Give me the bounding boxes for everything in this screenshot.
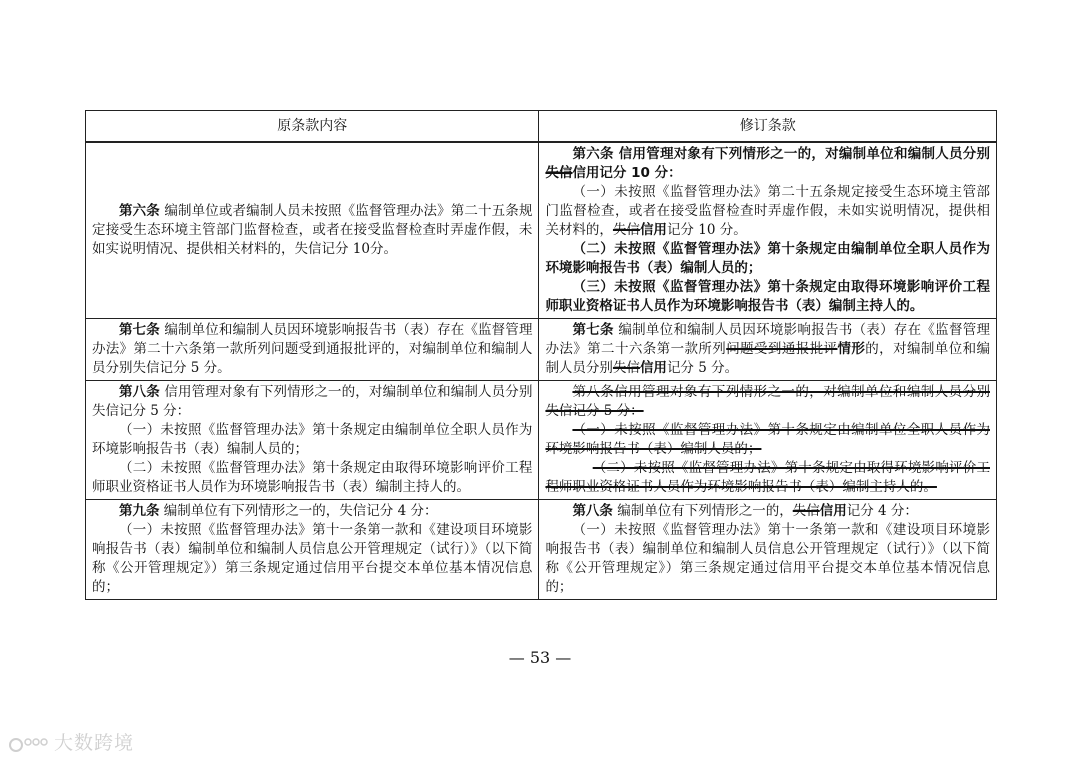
table-row: [86, 500, 997, 600]
cell-original-article-9: [86, 500, 539, 600]
table-row: [86, 319, 997, 381]
header-original-clause: 原条款内容: [86, 111, 539, 143]
original-article-8-intro: [92, 383, 532, 421]
revised-article-6-item-3: （三）未按照《监督管理办法》第十条规定由取得环境影响评价工程师职业资格证书人员作为环境影响报告书（表）编制主持人的。: [545, 279, 990, 314]
deleted-text: 失信: [792, 503, 820, 519]
revised-article-8-item-1-deleted: [545, 421, 990, 459]
article-body: 记分 4 分：: [846, 503, 918, 519]
watermark-logo-icon: [8, 734, 54, 754]
original-article-9-item-1: （一）未按照《监督管理办法》第十一条第一款和《建设项目环境影响报告书（表）编制单位和编制人员信息公开管理规定（试行）》（以下简称《公开管理规定》）第三条规定通过信用平台提交本单位基本情况信息的；: [92, 522, 533, 595]
revised-article-9-item-1: （一）未按照《监督管理办法》第十一条第一款和《建设项目环境影响报告书（表）编制单位和编制人员信息公开管理规定（试行）》（以下简称《公开管理规定》）第三条规定通过信用平台提交本单位基本情况信息的；: [545, 522, 990, 595]
cell-original-article-7: [86, 319, 539, 381]
inserted-text: 信用: [639, 222, 667, 238]
watermark: [8, 728, 134, 755]
original-article-6-text: [92, 202, 532, 259]
article-number: 第八条: [119, 384, 160, 400]
inserted-text: 信用: [639, 360, 667, 376]
article-number: 第六条: [572, 146, 614, 162]
original-article-8-item-2: （二）未按照《监督管理办法》第十条规定由取得环境影响评价工程师职业资格证书人员作为环境影响报告书（表）编制主持人的。: [92, 460, 533, 495]
header-revised-clause: 修订条款: [539, 111, 997, 143]
watermark-text: 大数跨境: [54, 732, 135, 754]
article-body: 编制单位有下列情形之一的，失信记分 4 分：: [163, 503, 438, 519]
article-body: 信用管理对象有下列情形之一的，对编制单位和编制人员分别失信记分 5 分：: [92, 384, 533, 419]
page-number: — 53 —: [508, 648, 572, 667]
table-row: [86, 381, 997, 500]
article-body: 编制单位有下列情形之一的，: [617, 503, 793, 519]
cell-revised-article-6: [539, 142, 997, 319]
original-article-7-text: [92, 321, 532, 378]
deleted-text: 问题受到通报批评: [726, 341, 838, 357]
revised-article-6-item-1: [545, 183, 990, 240]
table-row: [86, 142, 997, 319]
revised-article-7-text: [545, 321, 990, 378]
article-number: 第七条: [119, 322, 160, 338]
cell-revised-article-7: [539, 319, 997, 381]
original-article-8-item-1: （一）未按照《监督管理办法》第十条规定由编制单位全职人员作为环境影响报告书（表）编制人员的；: [92, 422, 533, 457]
revised-article-6-item-2: （二）未按照《监督管理办法》第十条规定由编制单位全职人员作为环境影响报告书（表）编制人员的；: [545, 241, 990, 276]
deleted-text: 失信: [612, 222, 640, 238]
article-number: 第九条: [119, 503, 160, 519]
revised-article-9-intro: [545, 502, 990, 521]
deleted-text: （一）未按照《监督管理办法》第十条规定由编制单位全职人员作为环境影响报告书（表）编制人员的；: [545, 422, 990, 457]
cell-original-article-8: [86, 381, 539, 500]
deleted-text: 失信: [612, 360, 640, 376]
cell-original-article-6: [86, 142, 539, 319]
item-text: 记分 10 分。: [666, 222, 747, 238]
article-number: 第八条: [572, 503, 613, 519]
original-article-9-intro: [92, 502, 532, 521]
deleted-text: 第八条信用管理对象有下列情形之一的，对编制单位和编制人员分别失信记分 5 分：: [545, 384, 990, 419]
revised-article-8-item-2-deleted: [545, 459, 990, 497]
article-body: 记分 5 分。: [666, 360, 739, 376]
article-body: 信用管理对象有下列情形之一的，对编制单位和编制人员分别: [618, 146, 991, 162]
article-body: 的，对编制单位和编制人员分别: [545, 341, 991, 376]
comparison-table: [85, 110, 997, 600]
article-body: 编制单位和编制人员因环境影响报告书（表）存在《监督管理办法》第二十六条第一款所列: [545, 322, 991, 357]
article-body: 编制单位和编制人员因环境影响报告书（表）存在《监督管理办法》第二十六条第一款所列问题受到通报批评的，对编制单位和编制人员分别失信记分 5 分。: [92, 322, 533, 376]
article-number: 第六条: [119, 203, 160, 219]
deleted-text: 失信: [545, 165, 573, 181]
cell-revised-article-8-deleted: [539, 381, 997, 500]
inserted-text: 信用: [819, 503, 847, 519]
deleted-text: （二）未按照《监督管理办法》第十条规定由取得环境影响评价工程师职业资格证书人员作为环境影响报告书（表）编制主持人的。: [545, 460, 990, 495]
article-number: 第七条: [572, 322, 614, 338]
inserted-text: 情形: [837, 341, 866, 357]
table-header-row: [86, 111, 997, 143]
item-text: （一）未按照《监督管理办法》第二十五条规定接受生态环境主管部门监督检查，或者在接受监督检查时弄虚作假，未如实说明情况，提供相关材料的，: [545, 184, 990, 238]
cell-revised-article-9: [539, 500, 997, 600]
article-body: 编制单位或者编制人员未按照《监督管理办法》第二十五条规定接受生态环境主管部门监督检查，或者在接受监督检查时弄虚作假，未如实说明情况、提供相关材料的，失信记分 10分。: [92, 203, 533, 257]
revised-article-8-intro-deleted: [545, 383, 990, 421]
revised-article-6-intro: [545, 145, 990, 183]
inserted-text: 信用记分 10 分：: [572, 165, 682, 181]
